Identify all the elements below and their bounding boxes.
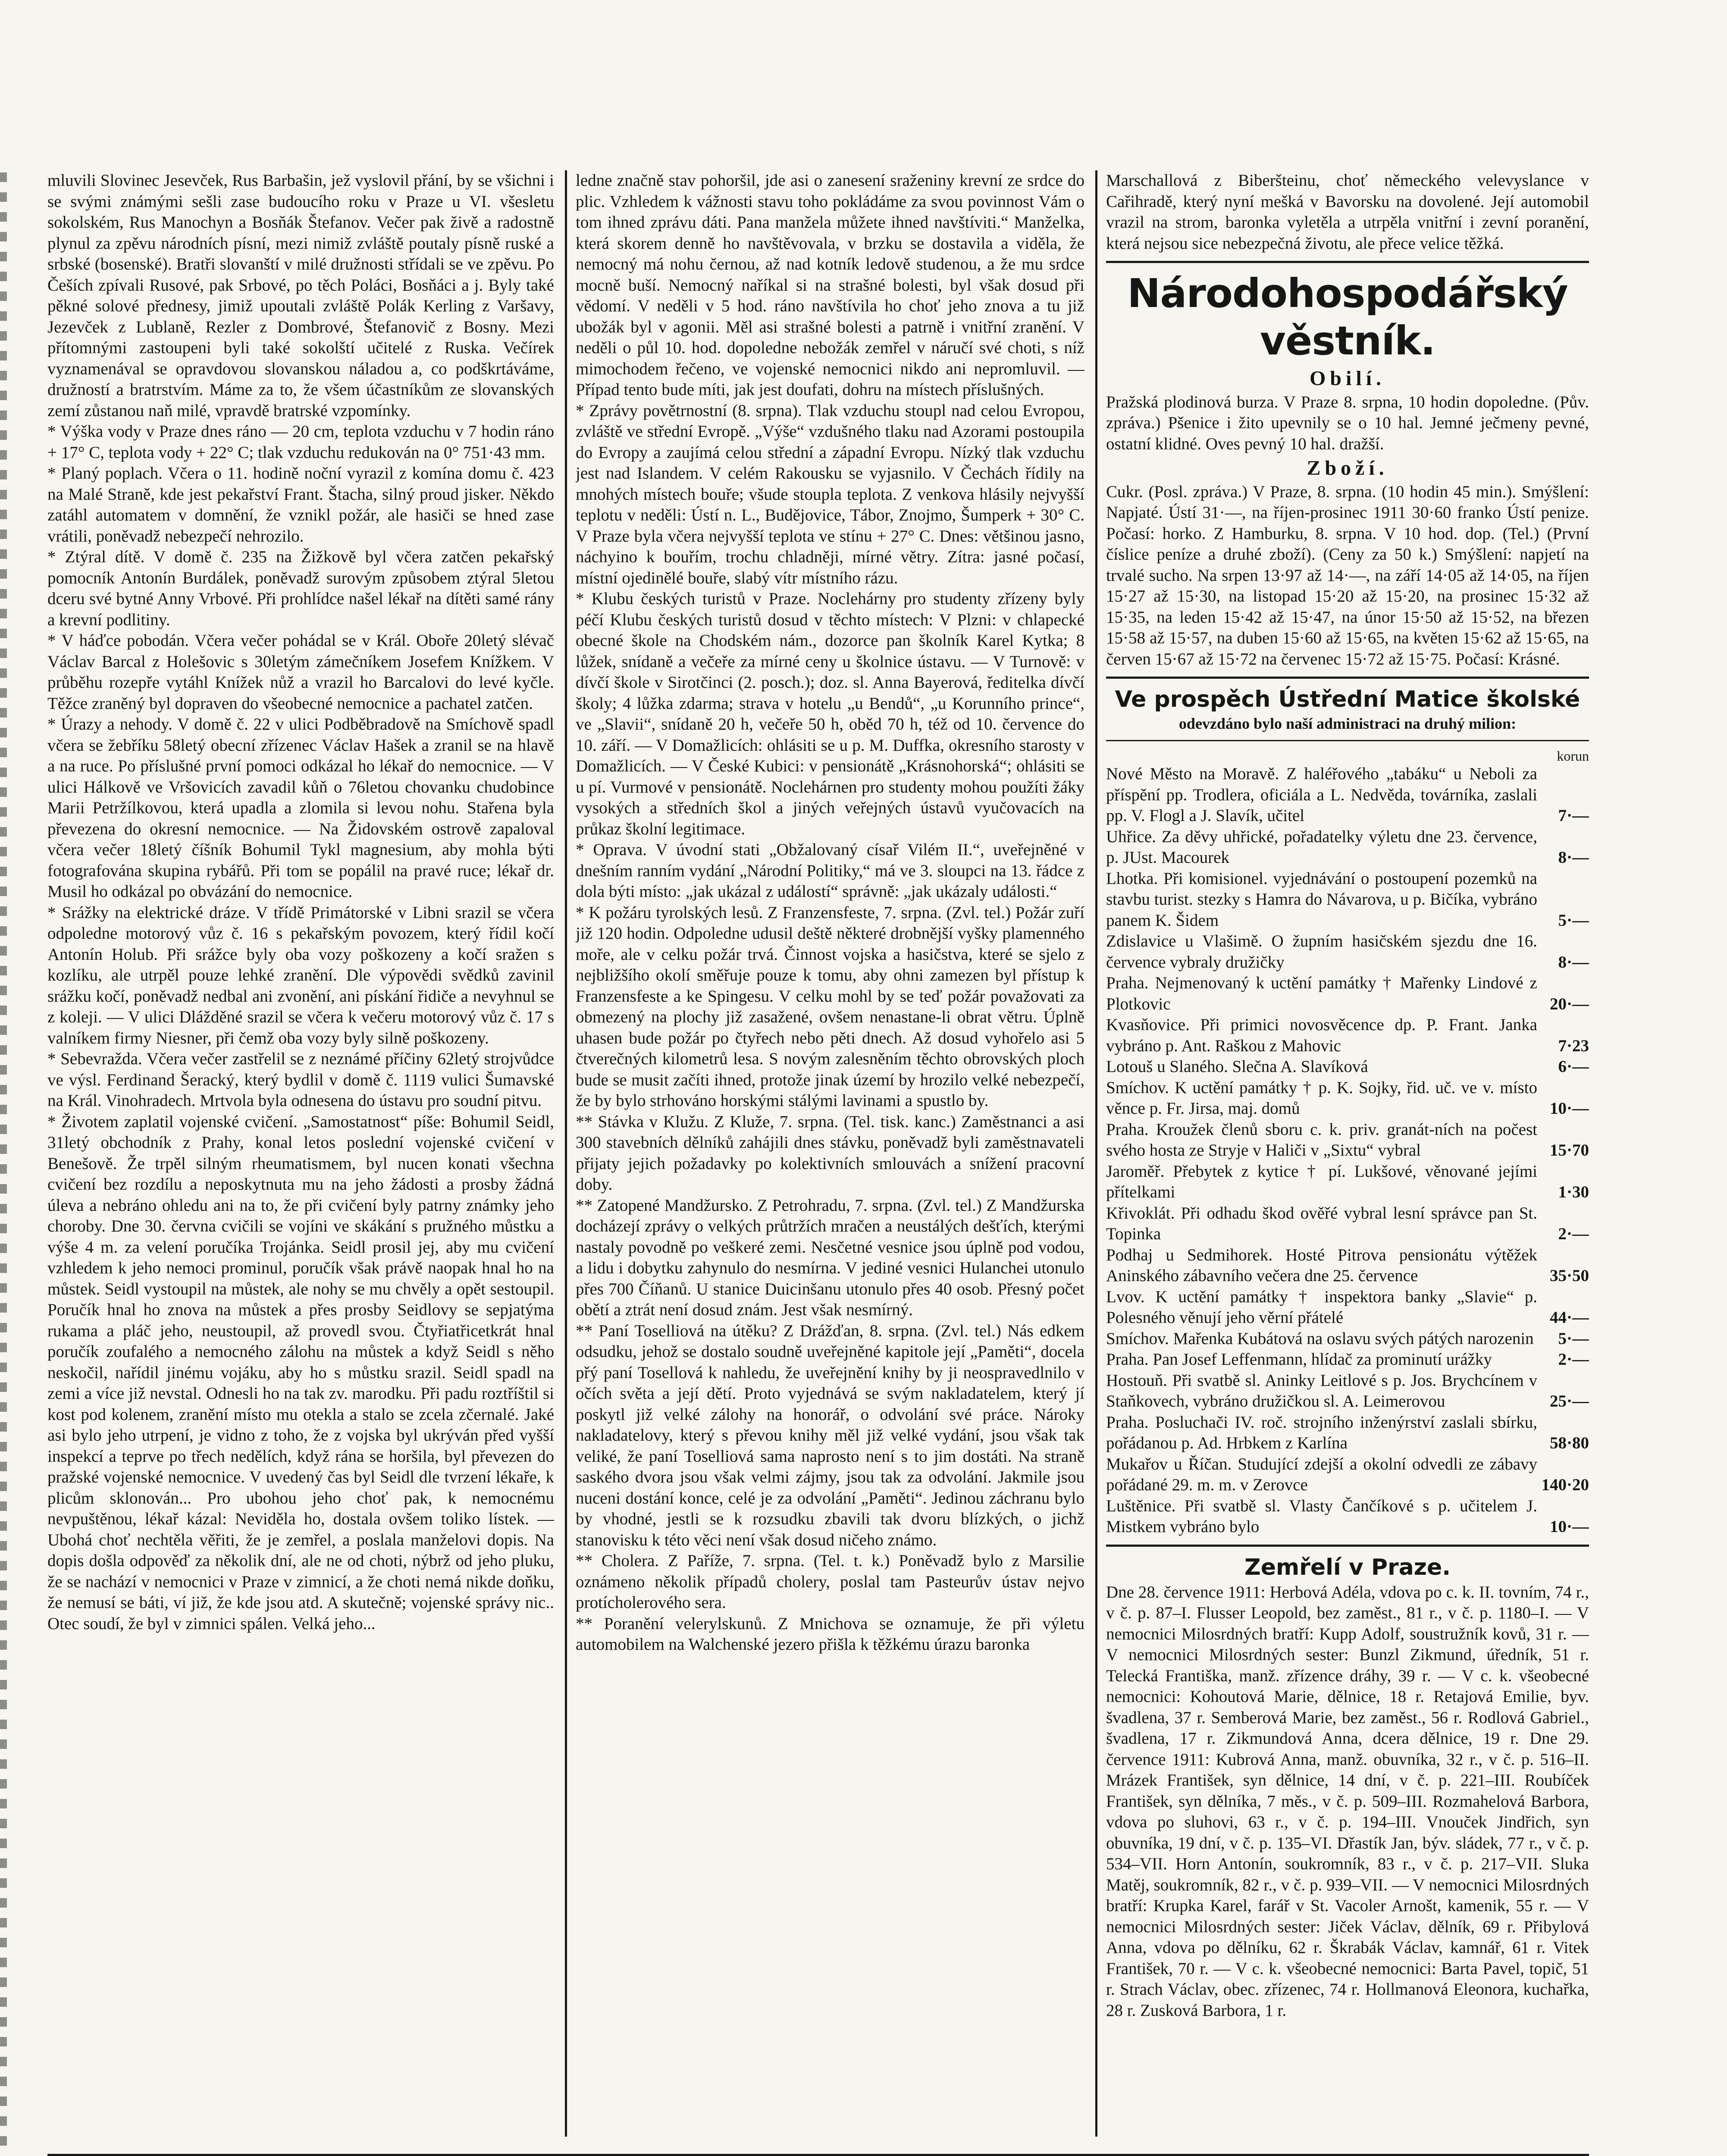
donation-text: Smíchov. K uctění památky † p. K. Sojky, řid. uč. ve v. místo věnce p. Fr. Jirsa, maj. domů: [1106, 1078, 1537, 1118]
article-paragraph: ledne značně stav pohoršil, jde asi o zanesení sraženiny krevní ze srdce do plic. Vzhledem k vážnosti stavu toho pokládáme za svou povinnost Vám o tom ihned zprávu dáti. Pana manžela můžete ihned navštíviti.“ Manželka, která skorem denně ho navštěvovala, v brzku se dostavila a viděla, že nemocný má nohu černou, až nad kotník ledově studenou, a že mu srdce mocně buší. Nemocný naříkal si na strašné bolesti, byl však dosud při vědomí. V neděli v 5 hod. ráno navštívila ho choť jeho znova a tu již ubožák byl v agonii. Měl asi strašné bolesti a patrně i vnitřní zranění. V neděli o půl 10. hod. dopoledne nebožák zemřel v náručí své choti, s níž mimochodem řečeno, ve vojenské nemocnici nikdo ani nepromluvil. — Případ tento bude míti, jak jest doufati, dohru na místech příslušných.: [576, 171, 1084, 399]
article-paragraph: ** Stávka v Klužu. Z Kluže, 7. srpna. (Tel. tisk. kanc.) Zaměstnanci a asi 300 stavebních dělníků zahájili dnes stávku, poněvadž byli zaměstnavateli přijaty jejich požadavky po kolektivních smlouvách a snížení pracovní doby.: [576, 1112, 1084, 1194]
donation-item: [1106, 1287, 1589, 1329]
donation-amount: 10·—: [1549, 1517, 1589, 1536]
article-paragraph: Marschallová z Biberšteinu, choť německého velevyslance v Cařihradě, který nyní mešká v Bavorsku na dovolené. Její automobil vrazil na strom, baronka vyletěla a utrpěla vnitřní i zevní poranění, která nejsou sice nebezpečná životu, ale přece velice těžká.: [1106, 171, 1589, 253]
currency-unit: korun: [1557, 748, 1589, 764]
donation-text: Praha. Pan Josef Leffenmann, hlídač za prominutí urážky: [1106, 1350, 1492, 1369]
column-rule: [565, 170, 567, 2137]
donation-item: [1106, 868, 1589, 931]
subsection-title: Obilí.: [1309, 367, 1386, 390]
donation-item: [1106, 1454, 1589, 1496]
article-paragraph: * K požáru tyrolských lesů. Z Franzensfeste, 7. srpna. (Zvl. tel.) Požár zuří již 120 hodin. Odpoledne udusil deště některé drobnější vyšky plamenného moře, ale v celku požár trvá. Činnost vojska a hasičstva, které se sjelo z nejbližšího okolí směřuje pouze k tomu, aby ohni zamezen byl přístup k Franzensfeste a ke Spingesu. V celku mohl by se teď požár považovati za obmezený na plochy již zasažené, ovšem nenastane-li obrat větru. Úplně uhasen bude požár po čtyřech nebo pěti dnech. Až dosud vyhořelo asi 5 čtverečných kilometrů lesa. S novým zalesněním těchto obrovských ploch bude se musit začíti ihned, protože jinak území by hrozilo velké nebezpečí, že by bylo strhováno horskými stálými lavinami a spustlo by.: [576, 903, 1084, 1110]
donation-text: Praha. Nejmenovaný k uctění památky † Mařenky Lindové z Plotkovic: [1106, 974, 1537, 1013]
donation-text: Mukařov u Říčan. Studující zdejší a okolní odvedli ze zábavy pořádané 29. m. m. v Zerovce: [1106, 1454, 1537, 1494]
donation-amount: 20·—: [1549, 994, 1589, 1013]
donation-amount: 140·20: [1541, 1476, 1589, 1494]
article-paragraph: * Výška vody v Praze dnes ráno — 20 cm, teplota vzduchu v 7 hodin ráno + 17° C, teplota vody + 22° C; tlak vzduchu redukován na 0° 751·43 mm.: [47, 422, 554, 462]
section-divider: [1106, 1545, 1589, 1547]
donations-subtitle: odevzdáno bylo naší administraci na druhý milion:: [1178, 715, 1517, 732]
article-paragraph: ** Zatopené Mandžursko. Z Petrohradu, 7. srpna. (Zvl. tel.) Z Mandžurska docházejí zprávy o velkých průtržích mračen a neustálých dešťích, kterými nastaly povodně po veškeré zemi. Nesčetné vesnice jsou úplně pod vodou, a lidu i dobytku zahynulo do nesmírna. V jediné vesnici Hulanchei utonulo přes 700 Číňanů. U stanice Duicinšanu utonulo přes 40 osob. Přesný počet obětí a ztrát není dosud znám. Jest však nesmírný.: [576, 1196, 1084, 1319]
article-paragraph: ** Poranění velerylskunů. Z Mnichova se oznamuje, že při výletu automobilem na Walchenské jezero přišla k těžkému úrazu baronka: [576, 1614, 1084, 1654]
article-paragraph: ** Cholera. Z Paříže, 7. srpna. (Tel. t. k.) Poněvadž bylo z Marsilie oznámeno několik případů cholery, poslal tam Pasteurův ústav nejvo protícholerového sera.: [576, 1551, 1084, 1612]
donation-item: [1106, 1349, 1589, 1370]
donation-amount: 25·—: [1549, 1392, 1589, 1410]
donation-text: Luštěnice. Při svatbě sl. Vlasty Čančíkové s p. učitelem J. Mistkem vybráno bylo: [1106, 1496, 1537, 1536]
donation-amount: 1·30: [1558, 1183, 1589, 1201]
donation-item: [1106, 1203, 1589, 1245]
market-report: Pražská plodinová burza. V Praze 8. srpna, 10 hodin dopoledne. (Pův. zpráva.) Pšenice i žito upevnily se o 10 hal. Jemné ječmeny pevné, ostatní klidné. Oves pevný 10 hal. dražší.: [1106, 392, 1589, 453]
donations-list: [1106, 764, 1589, 1538]
donation-item: [1106, 1015, 1589, 1056]
article-paragraph: ** Paní Toselliová na útěku? Z Drážďan, 8. srpna. (Zvl. tel.) Nás edkem odsudku, jehož se dostalo soudně uveřejněné kapitole její „Paměti“, docela přý paní Tosellová k nahledu, že uveřejnění knihy by ji neospravedlnilo v očích světa a její dětí. Proto vyjednává se svým nakladatelem, který jí poskytl již velké zálohy na honorář, o odvolání své práce. Nároky nakladatelovy, který s převou knihy měl již velké vydání, jsou však tak veliké, že paní Toselliová sama naprosto není s to jim dostáti. Na straně saského dvora jsou však velmi zájmy, jsou tak za odvolání. Jakmile jsou nuceni dostání konce, celé je za odvolání „Paměti“. Jedinou záchranu bylo by vhodné, jestli se k rozsudku zbavili tak dvoru blízkých, o jichž stanovisku k této věci není však dosud ničeho známo.: [576, 1321, 1084, 1549]
donations-title: Ve prospěch Ústřední Matice školské: [1115, 686, 1580, 712]
donation-item: [1106, 1056, 1589, 1078]
article-columns: [47, 170, 1589, 2137]
donation-item: [1106, 1161, 1589, 1203]
divider: [1106, 740, 1589, 741]
donation-amount: 7·—: [1558, 806, 1589, 825]
donation-amount: 7·23: [1558, 1036, 1589, 1055]
donation-item: [1106, 1078, 1589, 1119]
article-paragraph: mluvili Slovinec Jesevček, Rus Barbašin, jež vyslovil přání, by se všichni i se svými známými sešli zase budoucího roku v Praze u VI. všesletu sokolském, Rus Manochyn a Bosňák Štefanov. Večer pak živě a radostně plynul za zpěvu národních písní, mezi nimiž zvláště poutaly písně ruské a srbské (bosenské). Bratři slovanští v milé družnosti střídali se ve zpěvu. Po Češích zpívali Rusové, pak Srbové, po těch Poláci, Bosňáci a j. Byly také pěkné solové přednesy, jimiž upoutali zvláště Polák Kerling z Varšavy, Jezevček z Lublaně, Rezler z Dombrové, Štefanovič z Bosny. Mezi přítomnými zastoupeni byli také sokolští učitelé z Ruska. Večírek vyznamenával se opravdovou slovanskou náladou a, co podškrtáváme, družností a bratrstvím. Máme za to, že všem účastníkům ze slovanských zemí zůstanou naň milé, vpravdě bratrské vzpomínky.: [47, 171, 554, 420]
donation-amount: 44·—: [1549, 1308, 1589, 1327]
article-paragraph: * Srážky na elektrické dráze. V třídě Primátorské v Libni srazil se včera odpoledne motorový vůz č. 16 s pekařským povozem, který řídil kočí Antonín Holub. Při srážce byly oba vozy poškozeny a kočí sražen s kozlíku, ale utrpěl pouze lehké zranění. Dle výpovědi svědků zavinil srážku kočí, poněvadž nedbal ani zvonění, ani pískání řidiče a nevyhnul se z koleji. — V ulici Dlážděné srazil se včera k večeru motorový vůz č. 17 s valníkem firmy Niesner, při čemž oba vozy byly silně poškozeny.: [47, 903, 554, 1047]
donation-text: Podhaj u Sedmihorek. Hosté Pitrova pensionátu výtěžek Aninského zábavního večera dne 25. července: [1106, 1245, 1537, 1285]
market-report: Cukr. (Posl. zpráva.) V Praze, 8. srpna. (10 hodin 45 min.). Smýšlení: Napjaté. Ústí 31·—, na říjen-prosinec 1911 30·60 franko Ústí penize. Počasí: horko. Z Hamburku, 8. srpna. V 10 hod. dop. (Tel.) (První číslice peníze a druhé zboží). (Ceny za 50 k.) Smýšlení: napjetí na trvalé sucho. Na srpen 13·97 až 14·—, na září 14·05 až 14·05, na říjen 15·27 až 15·30, na listopad 15·20 až 15·20, na prosinec 15·32 až 15·35, na leden 15·42 až 15·47, na únor 15·50 až 15·52, na březen 15·58 až 15·57, na duben 15·60 až 15·65, na květen 15·62 až 15·65, na červen 15·67 až 15·72 na červenec 15·72 až 15·75. Počasí: Krásné.: [1106, 482, 1589, 668]
donation-item: [1106, 1496, 1589, 1538]
article-paragraph: * Zprávy povětrnostní (8. srpna). Tlak vzduchu stoupl nad celou Evropou, zvláště ve střední Evropě. „Výše“ vzdušného tlaku nad Azorami postoupila do Evropy a zaujímá celou střední a západní Evropu. Nízký tlak vzduchu jest nad Islandem. V celém Rakousku se vyjasnilo. V Čechách řídily na mnohých místech bouře; všude stoupla teplota. Z venkova hlásily nejvyšší teplotu v neděli: Ústí n. L., Budějovice, Tábor, Znojmo, Šumperk + 30° C. V Praze byla včera nejvyšší teplota ve stínu + 27° C. Dnes: většinou jasno, náchyino k bouřím, trochu chladněji, mírné větry. Zítra: jasné počasí, místní ojedinělé bouře, slabý vítr místního rázu.: [576, 401, 1084, 587]
article-paragraph: * Klubu českých turistů v Praze. Noclehárny pro studenty zřízeny byly péčí Klubu českých turistů dosud v těchto místech: V Plzni: v chlapecké obecné škole na Chodském nám., dozorce pan školník Karel Kytka; 8 lůžek, snídaně a večeře za mírné ceny u školnice ústavu. — V Turnově: v dívčí škole v Sirotčinci (2. posch.); doz. sl. Anna Bayerová, ředitelka dívčí školy; 4 lůžka zdarma; strava v hotelu „u Bendů“, „u Korunního prince“, ve „Slavii“, snídaně 20 h, večeře 50 h, oběd 70 h, též od 10. července do 10. září. — V Domažlicích: ohlásiti se u p. M. Duffka, okresního starosty v Domažlicích. — V České Kubici: v pensionátě „Krásnohorská“; ohlásiti se u pí. Vurmové v pensionátě. Noclehárnen pro studenty mohou použíti žáky vysokých a středních škol a jiných veřejných ústavů vyučovacích na průkaz školní legitimace.: [576, 589, 1084, 838]
article-paragraph: * V háďce pobodán. Včera večer pohádal se v Král. Oboře 20letý slévač Václav Barcal z Holešovic s 30letým zámečníkem Josefem Knížkem. V průběhu rozepře vytáhl Knížek nůž a vrazil ho Barcalovi do levé kyčle. Těžce zraněný byl dopraven do všeobecné nemocnice a pachatel zatčen.: [47, 631, 554, 713]
donation-amount: 2·—: [1558, 1225, 1589, 1243]
donation-item: [1106, 764, 1589, 827]
donation-item: [1106, 827, 1589, 868]
section-divider: [1106, 261, 1589, 263]
donation-text: Nové Město na Moravě. Z haléřového „tabáku“ u Neboli za příspění pp. Trodlera, oficiála a L. Nedvěda, továrníka, zaslali pp. V. Flogl a J. Slavík, učitel: [1106, 765, 1537, 825]
donation-amount: 5·—: [1558, 1329, 1589, 1348]
donation-item: [1106, 1412, 1589, 1454]
donation-item: [1106, 1119, 1589, 1161]
deaths-list: Dne 28. července 1911: Herbová Adéla, vdova po c. k. II. tovním, 74 r., v č. p. 87–I. Flusser Leopold, bez zaměst., 81 r., v č. p. 1180–I. — V nemocnici Milosrdných bratří: Kupp Adolf, soustružník kovů, 31 r. — V nemocnici Milosrdných sester: Bunzl Zikmund, úředník, 51 r. Telecká Františka, manž. zřízence dráhy, 39 r. — V c. k. všeobecné nemocnici: Kohoutová Marie, dělnice, 18 r. Retajová Emilie, byv. švadlena, 37 r. Semberová Marie, bez zaměst., 56 r. Rodlová Gabriel., švadlena, 17 r. Zikmundová Anna, dcera dělnice, 19 r. Dne 29. července 1911: Kubrová Anna, manž. obuvníka, 32 r., v č. p. 516–II. Mrázek František, syn dělnice, 14 dní, v č. p. 221–III. Roubíček František, syn dělníka, 7 měs., v č. p. 509–III. Rozmahelová Barbora, vdova po sluhovi, 63 r., v č. p. 194–III. Vnouček Jindřich, syn obuvníka, 19 dní, v č. p. 135–VI. Dřastík Jan, býv. sládek, 77 r., v č. p. 534–VII. Horn Antonín, soukromník, 83 r., v č. p. 217–VII. Sluka Matěj, soukromník, 82 r., v č. p. 939–VII. — V nemocnici Milosrdných bratří: Krupka Karel, farář v St. Vacoler Arnošt, kamenik, 55 r. — V nemocnici Milosrdných sester: Jiček Václav, dělník, 69 r. Přibylová Anna, vdova po dělníku, 62 r. Škrabák Václav, kamnář, 61 r. Vitek František, 70 r. — V c. k. všeobecné nemocnici: Barta Pavel, topič, 51 r. Strach Václav, obec. zřízenec, 74 r. Hollmanová Eleonora, kuchařka, 28 r. Zusková Barbora, 1 r.: [1106, 1583, 1589, 2020]
donation-amount: 35·50: [1549, 1266, 1589, 1285]
donation-item: [1106, 931, 1589, 973]
donation-text: Lhotka. Při komisionel. vyjednávání o postoupení pozemků na stavbu turist. stezky s Hamra do Návarova, u p. Bičíka, vybráno panem K. Šidem: [1106, 869, 1537, 930]
donation-amount: 58·80: [1549, 1434, 1589, 1452]
donation-item: [1106, 973, 1589, 1015]
donation-text: Praha. Kroužek členů sboru c. k. priv. granát-ních na počest svého hosta ze Stryje v Haliči v „Sixtu“ vybral: [1106, 1120, 1537, 1159]
article-paragraph: * Úrazy a nehody. V domě č. 22 v ulici Podběbradově na Smíchově spadl včera se žebříku 58letý obecní zřízenec Václav Hašek a zranil se na hlavě a na ruce. Po příslušné první pomoci odkázal ho lékař do nemocnice. — V ulici Hálkově ve Vršovicích zavadil kůň o 76letou chovanku chudobince Marii Petržílkovou, která upadla a zlomila si levou nohu. Stařena byla převezena do okresní nemocnice. — Na Židovském ostrově zapaloval včera večer 18letý číšník Bohumil Tykl magnesium, aby mohla býti fotografována skupina rybářů. Při tom se popálil na pravé ruce; lékař dr. Musil ho odkázal po obvázání do nemocnice.: [47, 715, 554, 901]
donation-amount: 5·—: [1558, 911, 1589, 930]
donation-amount: 8·—: [1558, 953, 1589, 971]
donation-text: Hostouň. Při svatbě sl. Aninky Leitlové s p. Jos. Brychcínem v Staňkovech, vybráno družičkou sl. A. Leimerovou: [1106, 1371, 1537, 1410]
section-divider: [1106, 677, 1589, 679]
article-paragraph: * Oprava. V úvodní stati „Obžalovaný císař Vilém II.“, uveřejněné v dnešním ranním vydání „Národní Politiky,“ má ve 3. sloupci na 13. řádce z dola býti místo: „jak ukázal z událostí“ správně: „jak ukázaly události.“: [576, 840, 1084, 901]
donation-amount: 6·—: [1558, 1057, 1589, 1076]
donation-item: [1106, 1329, 1589, 1350]
article-paragraph: * Ztýral dítě. V domě č. 235 na Žižkově byl včera zatčen pekařský pomocník Antonín Burdálek, poněvadž surovým způsobem ztýral 5letou dceru své bytné Anny Vrbové. Při prohlídce našel lékař na dítěti samé rány a krevní podlitiny.: [47, 548, 554, 629]
column-1: [47, 170, 554, 2137]
column-rule: [1095, 170, 1097, 2137]
article-paragraph: * Planý poplach. Včera o 11. hodině noční vyrazil z komína domu č. 423 na Malé Straně, kde jest pekařství Frant. Štacha, silný proud jisker. Někdo zatáhl automatem v domnění, že vznikl požár, ale hasiči se hned zase vrátili, poněvadž nebezpečí nehrozilo.: [47, 464, 554, 545]
donation-text: Uhřice. Za děvy uhřické, pořadatelky výletu dne 23. července, p. JUst. Macourek: [1106, 827, 1537, 867]
advertisement: [47, 2154, 1589, 2156]
donation-item: [1106, 1370, 1589, 1412]
donation-text: Křivoklát. Při odhadu škod ověřé vybral lesní správce pan St. Topinka: [1106, 1203, 1537, 1243]
donation-item: [1106, 1245, 1589, 1287]
binding-edge: [0, 172, 7, 2156]
column-2: [576, 170, 1084, 2137]
article-paragraph: * Životem zaplatil vojenské cvičení. „Samostatnost“ píše: Bohumil Seidl, 31letý obchodník z Prahy, konal letos poslední vojenské cvičení v Benešově. Že trpěl silným rheumatismem, byl nucen konati všechna cvičení bez rozdílu a neposkytnuta mu na jeho žádosti a prosby žádná úleva a nebráno ohledu ani na to, že při cvičení byly patrny známky jeho choroby. Dne 30. června cvičili se vojíni ve skákání s pružného můstku a výše 4 m. za velení poručíka Trojánka. Seidl prosil jej, aby mu cvičení vzhledem k jeho nemoci prominul, poručík však právě naopak hnal ho na můstek. Seidl vystoupil na můstek, ale nohy se mu chvěly a opět sestoupil. Poručík hnal ho znova na můstek a přes prosby Seidlovy se sepjatýma rukama a pláč jeho, neustoupil, až provedl svou. Čtyřiatřicetkrát hnal poručík zoufalého a nemocného zálohu na můstek a když Seidl s něho neskočil, nařídil jinému vojáku, aby ho s můstku srazil. Seidl spadl na zemi a více již nevstal. Odnesli ho na tak zv. marodku. Při padu roztříštil si kost pod kolenem, zranění místo mu otekla a stalo se zcela zčernalé. Jaké asi bylo jeho utrpení, je vidno z toho, že z vojska byl ukrýván před vyšší inspekcí a teprve po třech nedělích, když rána se horšila, byl převezen do pražské vojenské nemocnice. V uvedený čas byl Seidl dle tvrzení lékaře, k plicům sklonován... Pro ubohou jeho choť pak, k nemocnému nevpuštěnou, lékař kázal: Neviděla ho, dostala ovšem toliko lístek. — Ubohá choť nechtěla věřiti, že je zemřel, a poslala manželovi dopis. Na dopis došla odpověď za několik dní, ale ne od choti, nýbrž od jeho pluku, že se nachází v nemocnici v Praze v zimnicí, a že choti nemá nikde doňku, že nemusí se báti, ví již, že kde jsou atd. A skutečně; vojenské správy nic.. Otec soudí, že byl v zimnici spálen. Velká jeho...: [47, 1112, 554, 1633]
donation-text: Kvasňovice. Při primici novosvěcence dp. P. Frant. Janka vybráno p. Ant. Raškou z Mahovic: [1106, 1015, 1537, 1055]
donation-text: Praha. Posluchači IV. roč. strojního inženýrství zaslali sbírku, pořádanou p. Ad. Hrbkem z Karlína: [1106, 1413, 1537, 1452]
donation-text: Jaroměř. Přebytek z kytice † pí. Lukšové, věnované jejími přítelkami: [1106, 1162, 1537, 1201]
donation-text: Zdislavice u Vlašimě. O župním hasičském sjezdu dne 16. července vybraly družičky: [1106, 932, 1537, 971]
donation-amount: 2·—: [1558, 1350, 1589, 1369]
donation-text: Lvov. K uctění památky † inspektora banky „Slavie“ p. Polesného věnují jeho věrní přátelé: [1106, 1287, 1537, 1327]
donation-amount: 8·—: [1558, 848, 1589, 867]
donation-amount: 15·70: [1549, 1141, 1589, 1159]
donation-amount: 10·—: [1549, 1099, 1589, 1118]
subsection-title: Zboží.: [1307, 457, 1388, 479]
article-paragraph: * Sebevražda. Včera večer zastřelil se z neznámé příčiny 62letý strojvůdce ve výsl. Ferdinand Šeracký, který bydlil v domě č. 1119 vulici Šumavské na Král. Vinohradech. Mrtvola byla odnesena do ústavu pro soudní pitvu.: [47, 1050, 554, 1110]
deaths-title: Zemřelí v Praze.: [1244, 1554, 1451, 1580]
donation-text: Smíchov. Mařenka Kubátová na oslavu svých pátých narozenin: [1106, 1329, 1534, 1348]
donation-text: Lotouš u Slaného. Slečna A. Slavíková: [1106, 1057, 1368, 1076]
column-3: [1106, 170, 1589, 2137]
section-title: Národohospodářský věstník.: [1127, 270, 1568, 364]
